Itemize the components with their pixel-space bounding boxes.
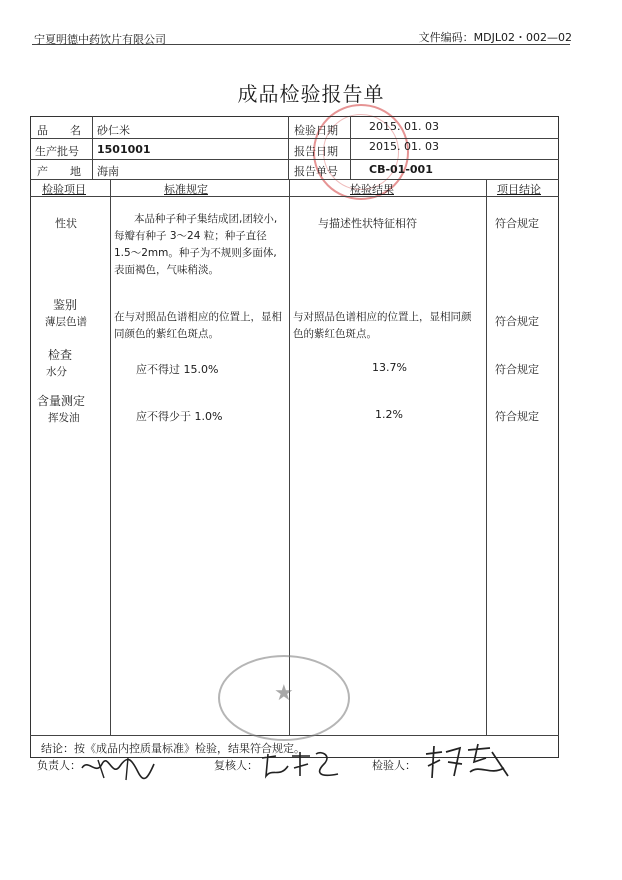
- check-conclusion: 符合规定: [495, 363, 539, 376]
- col-header-standard: 标准规定: [164, 183, 208, 196]
- col-header-result: 检验结果: [350, 183, 394, 196]
- inspect-date-value: 2015. 01. 03: [369, 120, 439, 133]
- inspector-signature: [420, 742, 512, 782]
- inspector-label: 检验人：: [372, 759, 416, 772]
- assay-item: 挥发油: [48, 412, 80, 424]
- col-header-conclusion: 项目结论: [497, 183, 541, 196]
- report-no-value: CB-01-001: [369, 163, 433, 176]
- batch-label: 生产批号: [35, 145, 79, 158]
- col-divider: [350, 116, 351, 179]
- report-no-label: 报告单号: [294, 165, 338, 178]
- header-rule: [32, 44, 570, 45]
- col-header-item: 检验项目: [42, 183, 86, 196]
- assay-title: 含量测定: [37, 394, 86, 408]
- reviewer-signature: [258, 748, 342, 782]
- col-divider: [486, 179, 487, 735]
- col-divider: [289, 179, 290, 735]
- col-divider: [92, 116, 93, 179]
- assay-standard: 应不得少于 1.0%: [136, 410, 223, 423]
- report-date-label: 报告日期: [294, 145, 338, 158]
- check-result: 13.7%: [372, 361, 407, 374]
- col-divider: [288, 116, 289, 179]
- inspect-date-label: 检验日期: [294, 124, 338, 137]
- responsible-signature: [78, 754, 158, 784]
- star-icon: ★: [274, 681, 294, 706]
- identify-standard: 在与对照品色谱相应的位置上，显相同颜色的紫红色斑点。: [114, 311, 282, 340]
- report-date-value: 2015. 01. 03: [369, 140, 439, 153]
- identify-item: 薄层色谱: [45, 316, 87, 328]
- conclusion-text: 结论：按《成品内控质量标准》检验，结果符合规定。: [41, 742, 305, 755]
- batch-value: 1501001: [97, 143, 151, 156]
- reviewer-label: 复核人：: [214, 759, 258, 772]
- identify-result: 与对照品色谱相应的位置上，显相同颜色的紫红色斑点。: [293, 311, 472, 340]
- identify-title: 鉴别: [53, 298, 78, 312]
- company-name: 宁夏明德中药饮片有限公司: [34, 33, 166, 46]
- origin-value: 海南: [97, 165, 119, 178]
- appearance-result: 与描述性状特征相符: [318, 217, 417, 230]
- name-label: 品 名: [37, 124, 81, 137]
- document-title: 成品检验报告单: [237, 82, 385, 106]
- check-item: 水分: [46, 366, 67, 378]
- col-divider: [110, 179, 111, 735]
- assay-conclusion: 符合规定: [495, 410, 539, 423]
- appearance-item: 性状: [55, 217, 77, 230]
- appearance-standard: 本品种子种子集结成团,团较小,每瓣有种子 3～24 粒；种子直径 1.5～2mm。种子为不规则多面体,表面褐色，气味稍淡。: [114, 213, 278, 276]
- row-divider: [30, 159, 559, 160]
- qc-seal-stamp: [218, 655, 350, 741]
- check-title: 检查: [48, 348, 73, 362]
- responsible-label: 负责人：: [37, 759, 81, 772]
- origin-label: 产 地: [37, 165, 81, 178]
- name-value: 砂仁米: [97, 124, 130, 137]
- assay-result: 1.2%: [375, 408, 403, 421]
- row-divider: [30, 138, 559, 139]
- identify-conclusion: 符合规定: [495, 315, 539, 328]
- check-standard: 应不得过 15.0%: [136, 363, 219, 376]
- file-number: 文件编码：MDJL02・002—02: [418, 31, 572, 44]
- appearance-conclusion: 符合规定: [495, 217, 539, 230]
